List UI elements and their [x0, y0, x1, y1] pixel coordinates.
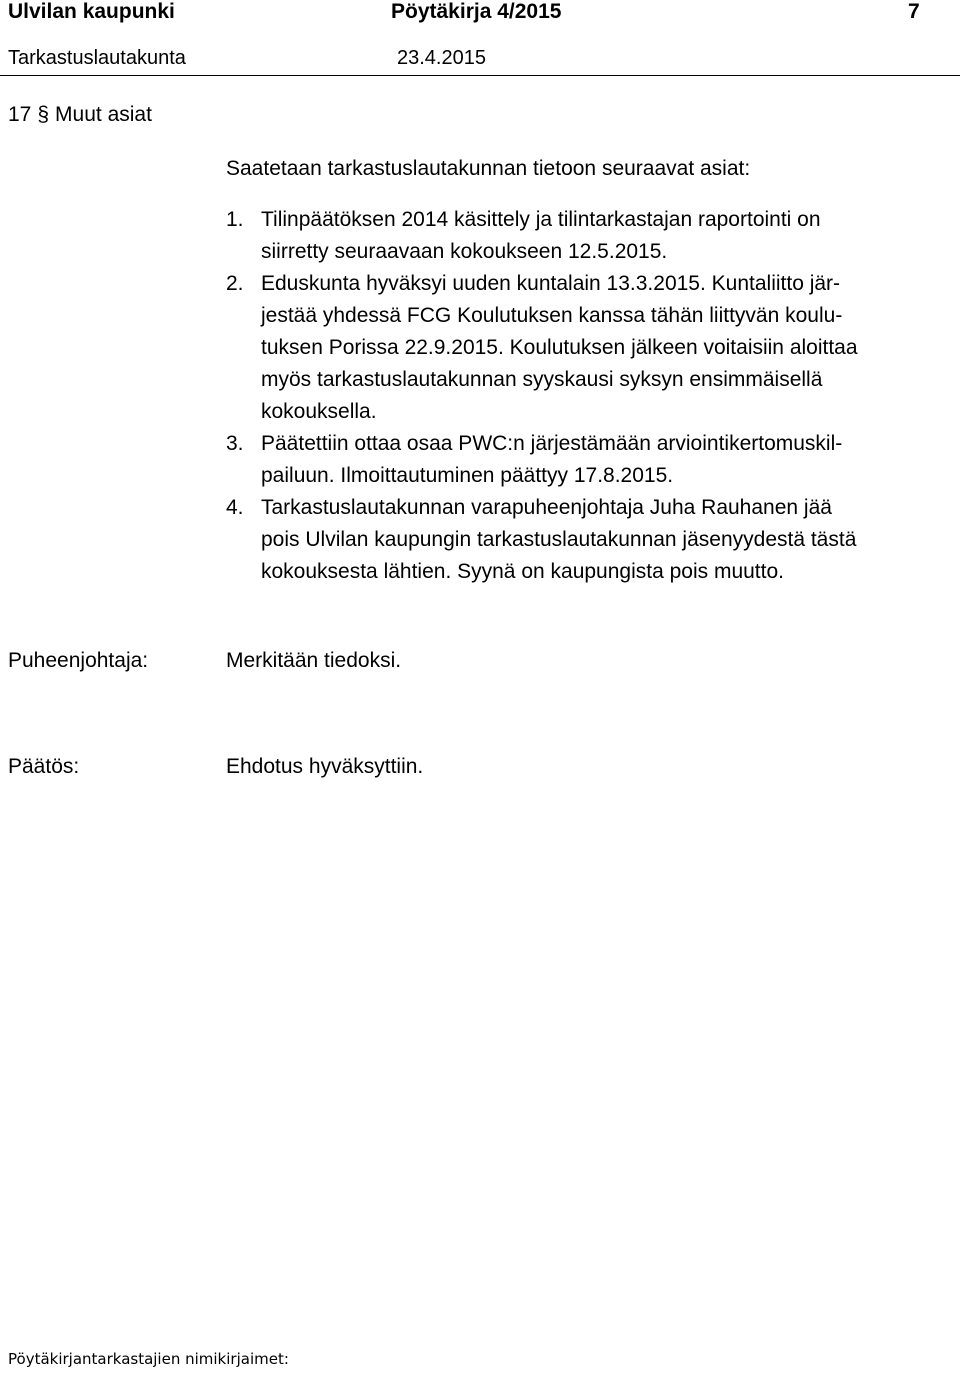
list-item: [226, 268, 946, 428]
item-line: kokouksella.: [261, 400, 377, 423]
item-list: [226, 204, 946, 588]
item-line: Päätettiin ottaa osaa PWC:n järjestämään arviointikertomuskil-: [261, 432, 843, 455]
minutes-title: Pöytäkirja 4/2015: [391, 0, 562, 23]
item-number: 3.: [226, 432, 244, 455]
item-line: siirretty seuraavaan kokoukseen 12.5.2015.: [261, 240, 668, 263]
section-number: 17: [8, 103, 32, 126]
item-line: tuksen Porissa 22.9.2015. Koulutuksen jälkeen voitaisiin aloittaa: [261, 336, 858, 359]
proposal-label: Puheenjohtaja:: [8, 649, 149, 672]
item-number: 2.: [226, 272, 244, 295]
item-line: pailuun. Ilmoittautuminen päättyy 17.8.2015.: [261, 464, 674, 487]
decision-label: Päätös:: [8, 755, 80, 778]
item-line: pois Ulvilan kaupungin tarkastuslautakunnan jäsenyydestä tästä: [261, 528, 857, 551]
board-name: Tarkastuslautakunta: [8, 47, 186, 69]
item-number: 4.: [226, 496, 244, 519]
decision-text: Ehdotus hyväksyttiin.: [226, 755, 424, 778]
item-line: Tilinpäätöksen 2014 käsittely ja tilintarkastajan raportointi on: [261, 208, 821, 231]
item-line: myös tarkastuslautakunnan syyskausi syksyn ensimmäisellä: [261, 368, 823, 391]
municipality-name: Ulvilan kaupunki: [8, 0, 175, 23]
item-line: Tarkastuslautakunnan varapuheenjohtaja Juha Rauhanen jää: [261, 496, 832, 519]
page-number: 7: [908, 0, 920, 23]
header-divider: [0, 75, 960, 76]
list-item: [226, 428, 946, 492]
signatures-label: Pöytäkirjantarkastajien nimikirjaimet:: [8, 1350, 289, 1368]
section-heading: [8, 102, 152, 128]
section-title: Muut asiat: [55, 103, 152, 126]
list-item: [226, 492, 946, 588]
section-symbol: §: [37, 103, 50, 126]
item-line: jestää yhdessä FCG Koulutuksen kanssa tähän liittyvän koulu-: [261, 304, 843, 327]
list-item: [226, 204, 946, 268]
item-line: kokouksesta lähtien. Syynä on kaupungista pois muutto.: [261, 560, 784, 583]
meeting-date: 23.4.2015: [397, 47, 486, 69]
item-line: Eduskunta hyväksyi uuden kuntalain 13.3.2015. Kuntaliitto jär-: [261, 272, 841, 295]
proposal-text: Merkitään tiedoksi.: [226, 649, 402, 672]
intro-text: Saatetaan tarkastuslautakunnan tietoon seuraavat asiat:: [226, 157, 751, 180]
item-number: 1.: [226, 208, 244, 231]
